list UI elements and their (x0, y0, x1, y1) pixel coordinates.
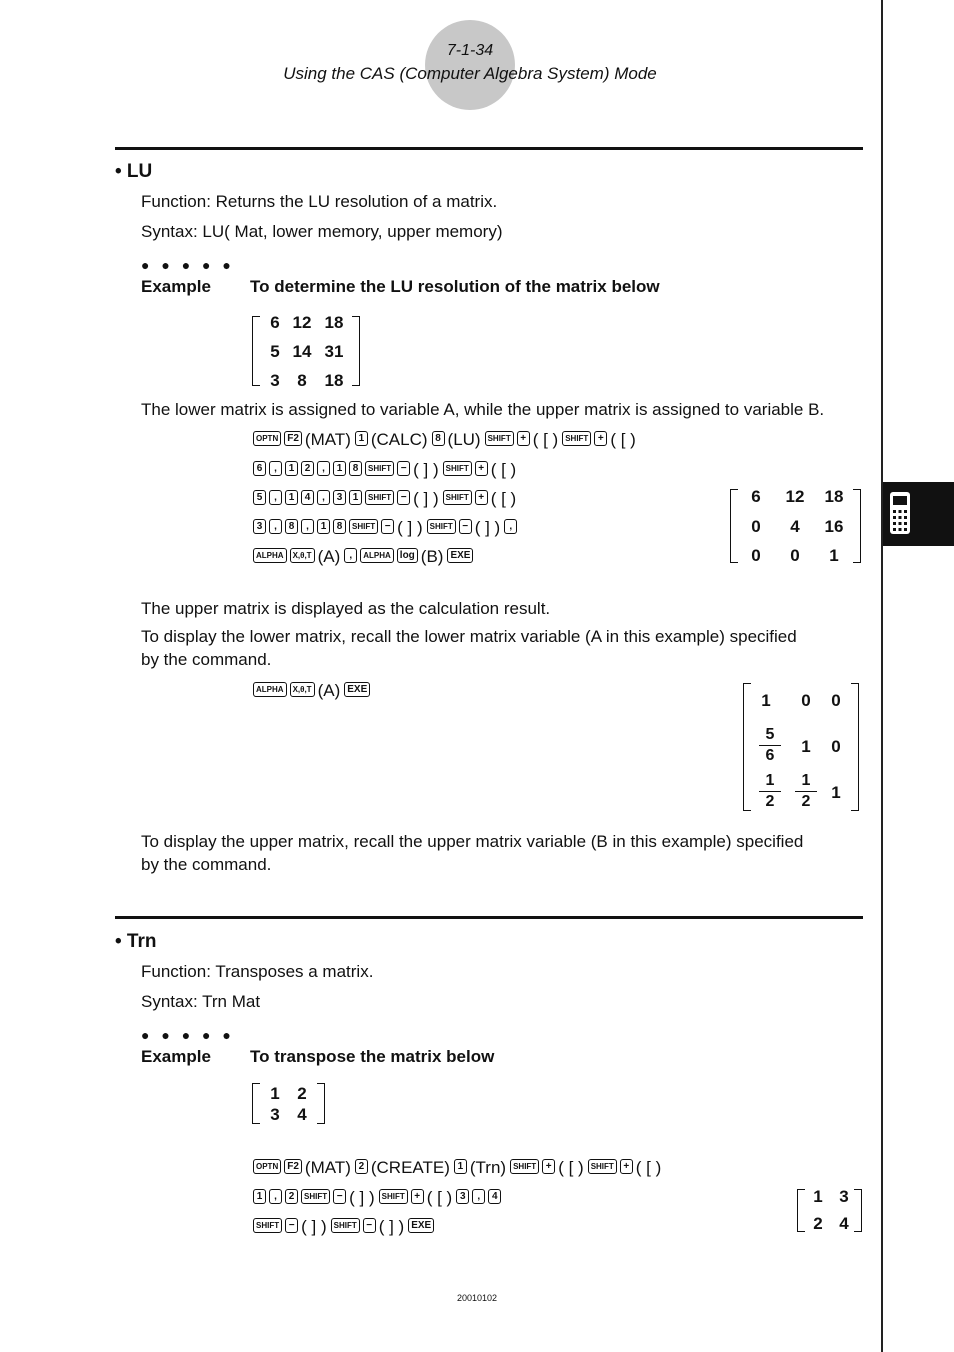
key-icon: + (542, 1159, 555, 1174)
matrix-cell: 1 (831, 783, 841, 802)
key-icon: 8 (349, 461, 362, 476)
matrix-cell: 6 (270, 313, 280, 332)
lu-keys-2 (253, 459, 520, 480)
lu-function: Function: Returns the LU resolution of a matrix. (141, 192, 498, 211)
matrix-cell: 0 (751, 517, 761, 536)
key-caption: ( [ ) (610, 429, 636, 449)
key-icon: 1 (333, 461, 346, 476)
matrix-cell: 18 (824, 487, 844, 506)
example-title: To determine the LU resolution of the matrix below (250, 277, 660, 296)
key-caption: (CREATE) (370, 1157, 450, 1177)
numerator: 1 (795, 771, 817, 792)
key-icon: SHIFT (253, 1218, 282, 1233)
key-caption: (CALC) (370, 429, 428, 449)
lu-lower-text-1: To display the lower matrix, recall the lower matrix variable (A in this example) specified (141, 627, 797, 646)
key-icon: − (285, 1218, 298, 1233)
key-icon: + (517, 431, 530, 446)
key-icon: F2 (284, 431, 302, 446)
key-icon: SHIFT (365, 490, 394, 505)
key-caption: (A) (317, 546, 341, 566)
key-icon: SHIFT (349, 519, 378, 534)
lu-upper-text: The upper matrix is displayed as the calculation result. (141, 599, 551, 618)
fraction (759, 771, 781, 812)
key-icon: SHIFT (365, 461, 394, 476)
key-caption: (Trn) (469, 1157, 507, 1177)
example-label: Example (141, 277, 211, 296)
key-icon: 2 (285, 1189, 298, 1204)
matrix-cell: 0 (801, 691, 811, 710)
key-caption: ( ] ) (301, 1216, 327, 1236)
key-icon: SHIFT (331, 1218, 360, 1233)
key-caption: (MAT) (304, 1157, 351, 1177)
lu-assign-text: The lower matrix is assigned to variable A, while the upper matrix is assigned to variable B. (141, 400, 825, 419)
key-icon: EXE (447, 548, 473, 563)
key-icon: − (363, 1218, 376, 1233)
matrix-cell: 6 (751, 487, 761, 506)
lu-input-matrix (252, 313, 360, 390)
key-caption: ( ] ) (413, 459, 439, 479)
key-caption: ( [ ) (532, 429, 559, 449)
key-icon: , (344, 548, 357, 563)
key-caption: ( ] ) (349, 1187, 375, 1207)
lu-keys-1 (253, 429, 640, 450)
key-caption: ( ] ) (397, 517, 423, 537)
section-rule (115, 916, 863, 919)
matrix-cell: 1 (761, 691, 771, 710)
key-icon: , (301, 519, 314, 534)
matrix-cell: 14 (292, 342, 312, 361)
key-icon: ALPHA (253, 682, 287, 697)
lu-keys-4 (253, 517, 520, 538)
example-dots: ● ● ● ● ● (141, 1027, 235, 1043)
matrix-cell: 1 (270, 1084, 280, 1103)
key-icon: 6 (253, 461, 266, 476)
key-icon: 1 (454, 1159, 467, 1174)
key-icon: − (397, 490, 410, 505)
page-number: 7-1-34 (446, 42, 494, 59)
key-icon: , (269, 490, 282, 505)
lu-heading: • LU (115, 161, 153, 182)
key-icon: 8 (432, 431, 445, 446)
denominator: 2 (801, 793, 811, 810)
key-icon: 1 (355, 431, 368, 446)
key-icon: − (459, 519, 472, 534)
key-icon: 3 (456, 1189, 469, 1204)
key-caption: ( [ ) (490, 459, 517, 479)
key-icon: log (397, 548, 418, 563)
key-caption: (A) (317, 680, 341, 700)
key-caption: ( ] ) (474, 517, 501, 537)
matrix-cell: 3 (270, 371, 280, 390)
lu-lower-text-2: by the command. (141, 650, 272, 669)
key-icon: 3 (253, 519, 266, 534)
key-icon: X,θ,T (290, 682, 315, 697)
key-caption: (LU) (447, 429, 481, 449)
trn-result (797, 1189, 862, 1232)
key-icon: − (397, 461, 410, 476)
matrix-cell: 0 (751, 546, 761, 565)
key-icon: , (269, 1189, 282, 1204)
key-icon: ALPHA (360, 548, 394, 563)
trn-keys-3 (253, 1216, 437, 1237)
numerator: 1 (759, 771, 781, 792)
matrix-cell: 4 (297, 1105, 307, 1124)
trn-input-matrix (252, 1083, 325, 1124)
margin-line (881, 0, 883, 1352)
key-caption: ( [ ) (490, 488, 517, 508)
key-icon: , (472, 1189, 485, 1204)
key-icon: , (317, 461, 330, 476)
matrix-cell: 0 (831, 737, 841, 756)
key-caption: (B) (420, 546, 444, 566)
key-icon: 2 (301, 461, 314, 476)
trn-keys-1 (253, 1157, 665, 1178)
trn-heading: • Trn (115, 931, 157, 952)
key-icon: + (475, 490, 488, 505)
key-icon: OPTN (253, 1159, 281, 1174)
trn-keys-2 (253, 1187, 504, 1208)
key-icon: SHIFT (301, 1189, 330, 1204)
key-icon: X,θ,T (290, 548, 315, 563)
key-icon: SHIFT (562, 431, 591, 446)
key-icon: + (475, 461, 488, 476)
example-title: To transpose the matrix below (250, 1047, 495, 1066)
key-icon: + (411, 1189, 424, 1204)
matrix-cell: 3 (270, 1105, 280, 1124)
key-icon: SHIFT (443, 461, 472, 476)
key-icon: 1 (285, 490, 298, 505)
key-caption: ( [ ) (558, 1157, 584, 1177)
key-icon: 3 (333, 490, 346, 505)
matrix-cell: 1 (801, 737, 811, 756)
key-icon: , (269, 519, 282, 534)
matrix-cell: 12 (292, 313, 312, 332)
fraction (795, 771, 817, 812)
matrix-cell: 2 (813, 1214, 823, 1233)
matrix-cell: 1 (813, 1187, 823, 1206)
key-icon: 8 (285, 519, 298, 534)
key-icon: 5 (253, 490, 266, 505)
matrix-cell: 12 (785, 487, 805, 506)
matrix-cell: 1 (829, 546, 839, 565)
key-icon: EXE (344, 682, 370, 697)
lu-keys-5 (253, 546, 476, 567)
lu-syntax: Syntax: LU( Mat, lower memory, upper memory) (141, 222, 503, 241)
key-icon: , (317, 490, 330, 505)
lu-recall-keys (253, 680, 373, 701)
key-icon: − (333, 1189, 346, 1204)
example-dots: ● ● ● ● ● (141, 257, 235, 273)
key-icon: 8 (333, 519, 346, 534)
matrix-cell: 18 (324, 371, 344, 390)
matrix-cell: 16 (824, 517, 844, 536)
key-icon: SHIFT (510, 1159, 539, 1174)
key-icon: , (269, 461, 282, 476)
key-icon: SHIFT (379, 1189, 408, 1204)
key-caption: ( [ ) (426, 1187, 453, 1207)
trn-function: Function: Transposes a matrix. (141, 962, 374, 981)
matrix-cell: 0 (831, 691, 841, 710)
matrix-cell: 4 (839, 1214, 849, 1233)
key-icon: F2 (284, 1159, 302, 1174)
key-caption: ( ] ) (378, 1216, 405, 1236)
lu-upper-result (730, 489, 861, 563)
matrix-cell: 31 (324, 342, 344, 361)
key-icon: 1 (349, 490, 362, 505)
key-caption: ( ] ) (413, 488, 439, 508)
key-icon: 4 (488, 1189, 501, 1204)
matrix-cell: 5 (270, 342, 280, 361)
key-icon: SHIFT (427, 519, 456, 534)
chapter-title: Using the CAS (Computer Algebra System) Mode (283, 64, 657, 83)
key-icon: 1 (253, 1189, 266, 1204)
matrix-cell: 18 (324, 313, 344, 332)
section-rule (115, 147, 863, 150)
key-caption: (MAT) (304, 429, 351, 449)
matrix-cell: 8 (297, 371, 307, 390)
key-icon: SHIFT (485, 431, 514, 446)
lu-keys-3 (253, 488, 520, 509)
matrix-cell: 0 (790, 546, 800, 565)
lu-lower-result (743, 683, 859, 811)
key-icon: 1 (317, 519, 330, 534)
calculator-icon (889, 491, 911, 535)
matrix-cell: 3 (839, 1187, 849, 1206)
matrix-cell: 2 (297, 1084, 307, 1103)
key-icon: SHIFT (588, 1159, 617, 1174)
numerator: 5 (759, 725, 781, 746)
denominator: 6 (765, 747, 775, 764)
example-label: Example (141, 1047, 211, 1066)
key-icon: 1 (285, 461, 298, 476)
key-icon: − (381, 519, 394, 534)
key-icon: OPTN (253, 431, 281, 446)
key-caption: ( [ ) (635, 1157, 662, 1177)
key-icon: + (620, 1159, 633, 1174)
key-icon: EXE (408, 1218, 434, 1233)
lu-upper-display-2: by the command. (141, 855, 272, 874)
key-icon: ALPHA (253, 548, 287, 563)
denominator: 2 (765, 793, 775, 810)
key-icon: 2 (355, 1159, 368, 1174)
lu-upper-display-1: To display the upper matrix, recall the upper matrix variable (B in this example) specified (141, 832, 804, 851)
key-icon: SHIFT (443, 490, 472, 505)
key-icon: 4 (301, 490, 314, 505)
trn-syntax: Syntax: Trn Mat (141, 992, 261, 1011)
fraction (759, 725, 781, 766)
matrix-cell: 4 (790, 517, 800, 536)
key-icon: + (594, 431, 607, 446)
key-icon: , (504, 519, 517, 534)
footer-code: 20010102 (456, 1293, 498, 1303)
